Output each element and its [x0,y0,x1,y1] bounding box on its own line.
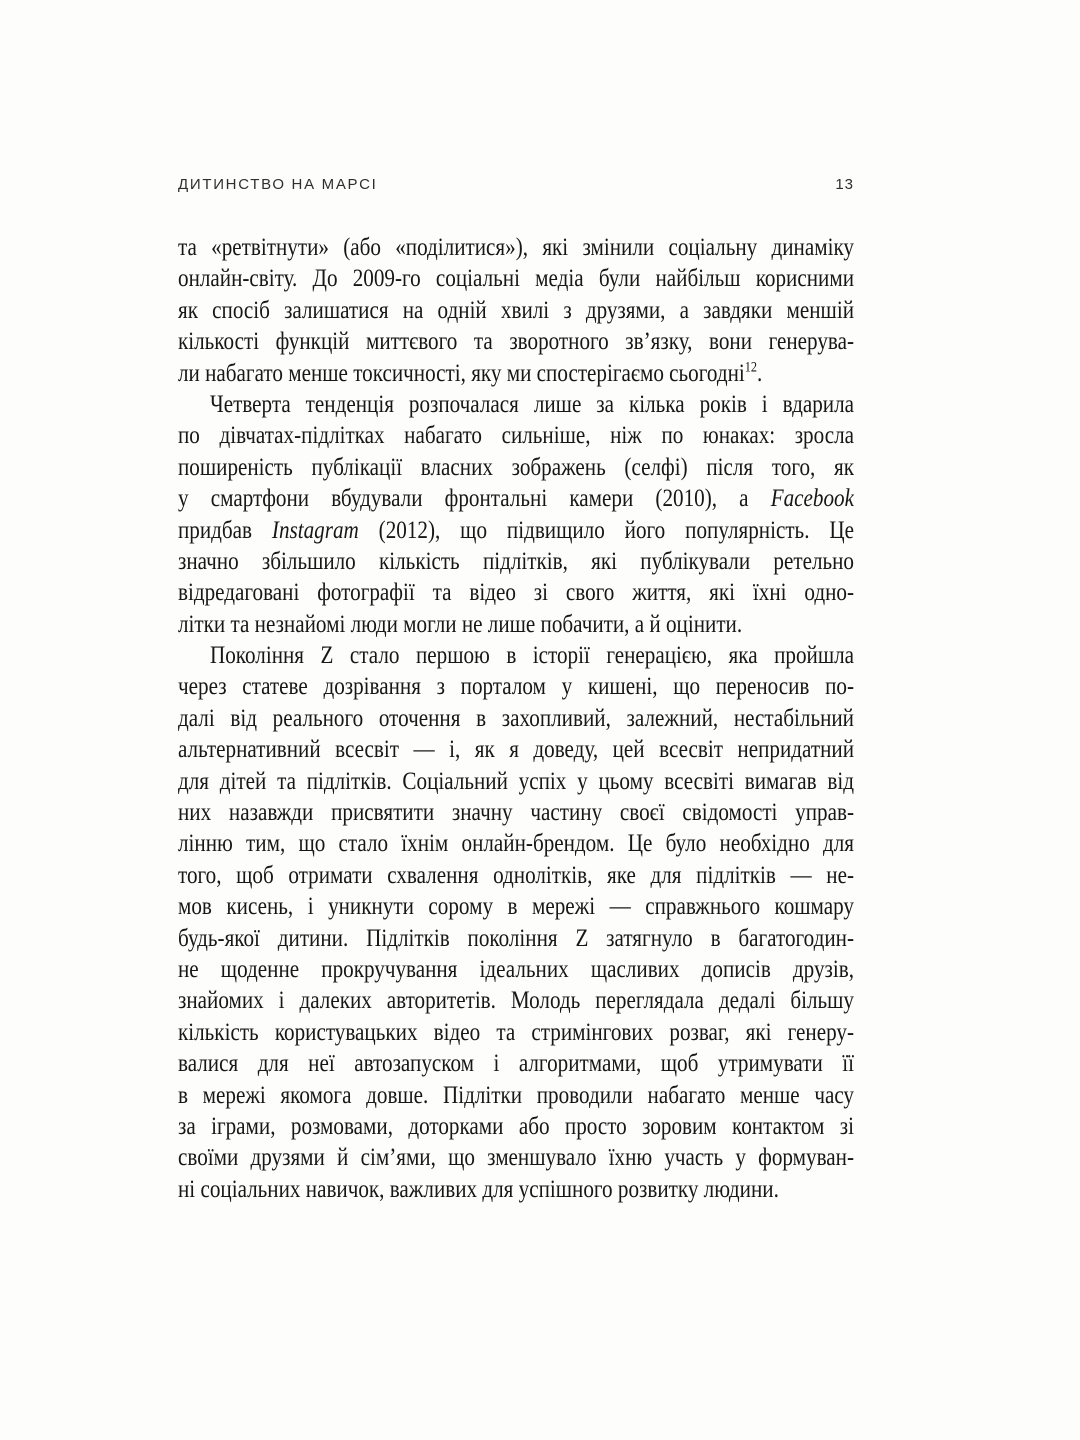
text-line: своїми друзями й сім’ями, що зменшувало їхню участь у формуван- [178,1144,854,1172]
text-line: для дітей та підлітків. Соціальний успіх у цьому всесвіті вимагав від [178,767,854,795]
text-line: ні соціальних навичок, важливих для успішного розвитку людини. [178,1175,779,1203]
text-line: через статеве дозрівання з порталом у кишені, що переносив по- [178,673,854,701]
text-line: далі від реального оточення в захопливий, залежний, нестабільний [178,704,854,732]
text-line: відредаговані фотографії та відео зі свого життя, які їхні одно- [178,579,854,607]
text-line: у смартфони вбудували фронтальні камери (2010), а Facebook [178,485,854,513]
body-text [178,232,854,1205]
text-line: альтернативний всесвіт — і, як я доведу, цей всесвіт непридатний [178,736,854,764]
text-line: значно збільшило кількість підлітків, які публікували ретельно [178,547,854,575]
text-line: кількість користувацьких відео та стримінгових розваг, які генеру- [178,1018,854,1046]
text-line: Покоління Z стало першою в історії генерацією, яка пройшла [209,642,854,670]
text-line: валися для неї автозапуском і алгоритмами, щоб утримувати її [178,1050,854,1078]
page-header [178,176,854,193]
text-line: за іграми, розмовами, доторками або просто зоровим контактом зі [178,1112,854,1140]
text-line: будь-якої дитини. Підлітків покоління Z затягнуло в багатогодин- [178,924,854,952]
text-line: в мережі якомога довше. Підлітки проводили набагато менше часу [178,1081,854,1109]
page-number: 13 [835,176,854,193]
text-line: не щоденне прокручування ідеальних щасливих дописів друзів, [178,955,854,983]
book-page [178,176,854,1205]
text-line: знайомих і далеких авторитетів. Молодь переглядала дедалі більшу [178,987,854,1015]
text-line: як спосіб залишатися на одній хвилі з друзями, а завдяки меншій [178,296,854,324]
text-line: та «ретвітнути» (або «поділитися»), які змінили соціальну динаміку [178,234,854,261]
text-line: придбав Instagram (2012), що підвищило його популярність. Це [178,516,854,544]
text-line: кількості функцій миттєвого та зворотного зв’язку, вони генерува- [178,328,854,356]
text-line: мов кисень, і уникнути сорому в мережі — справжнього кошмару [178,893,854,921]
text-line: літки та незнайомі люди могли не лише побачити, а й оцінити. [178,610,743,638]
text-line: ли набагато менше токсичності, яку ми спостерігаємо сьогодні$^{12}$. [178,359,763,387]
text-line: Четверта тенденція розпочалася лише за кілька років і вдарила [209,390,854,418]
text-line: по дівчатах-підлітках набагато сильніше, ніж по юнаках: зросла [178,422,854,450]
text-line: онлайн-світу. До 2009-го соціальні медіа були найбільш корисними [178,265,854,293]
running-title: ДИТИНСТВО НА МАРСІ [178,176,378,193]
text-line: них назавжди присвятити значну частину своєї свідомості управ- [178,799,854,827]
text-line: того, щоб отримати схвалення однолітків, яке для підлітків — не- [178,861,854,889]
text-line: лінню тим, що стало їхнім онлайн-брендом. Це було необхідно для [178,830,854,858]
text-line: поширеність публікації власних зображень (селфі) після того, як [178,453,854,481]
